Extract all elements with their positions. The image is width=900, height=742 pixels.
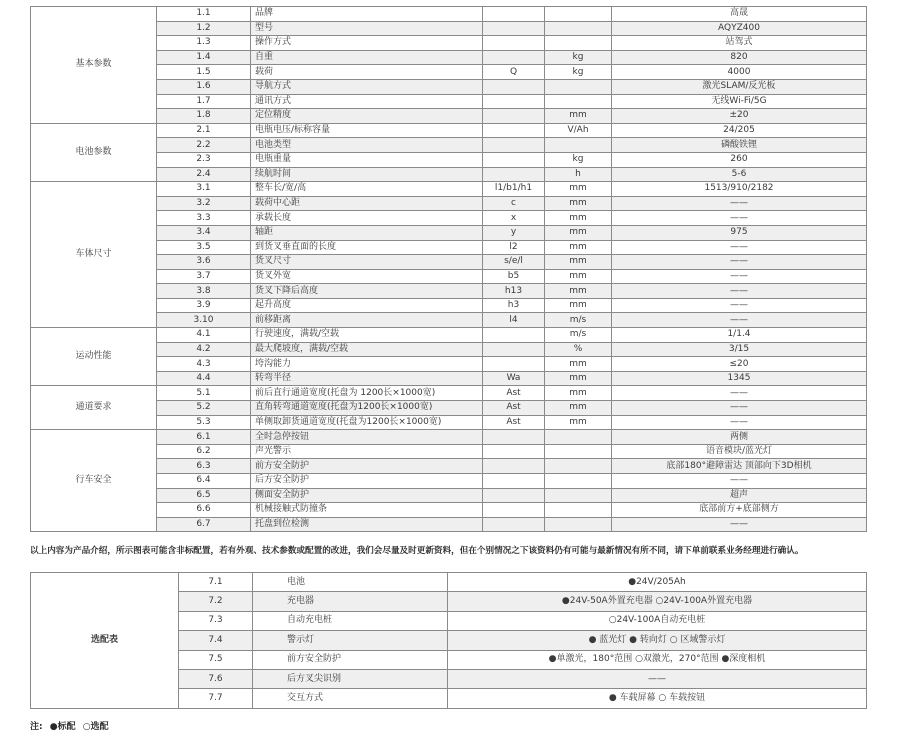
spec-row bbox=[31, 328, 867, 343]
spec-item: 前后直行通道宽度(托盘为 1200长×1000宽) bbox=[251, 386, 483, 401]
spec-value: ≤20 bbox=[612, 357, 867, 372]
spec-value: —— bbox=[612, 211, 867, 226]
spec-item: 电瓶重量 bbox=[251, 152, 483, 167]
spec-number: 2.3 bbox=[157, 152, 251, 167]
spec-number: 3.5 bbox=[157, 240, 251, 255]
spec-row bbox=[31, 284, 867, 299]
spec-unit: mm bbox=[545, 401, 612, 416]
spec-number: 3.1 bbox=[157, 182, 251, 197]
spec-item: 操作方式 bbox=[251, 36, 483, 51]
spec-number: 3.9 bbox=[157, 298, 251, 313]
option-row bbox=[31, 573, 867, 592]
spec-row bbox=[31, 255, 867, 270]
spec-value: —— bbox=[612, 240, 867, 255]
spec-number: 4.3 bbox=[157, 357, 251, 372]
spec-item: 货叉下降后高度 bbox=[251, 284, 483, 299]
spec-unit: mm bbox=[545, 386, 612, 401]
spec-item: 行驶速度，满载/空载 bbox=[251, 328, 483, 343]
option-value: ● 蓝光灯 ● 转向灯 ○ 区域警示灯 bbox=[448, 631, 867, 650]
spec-group-label: 基本参数 bbox=[31, 7, 157, 124]
spec-unit: m/s bbox=[545, 313, 612, 328]
spec-item: 整车长/宽/高 bbox=[251, 182, 483, 197]
spec-unit bbox=[545, 430, 612, 445]
spec-item: 直角转弯通道宽度(托盘为1200长×1000宽) bbox=[251, 401, 483, 416]
spec-unit bbox=[545, 7, 612, 22]
spec-symbol bbox=[483, 138, 545, 153]
spec-symbol bbox=[483, 444, 545, 459]
spec-unit bbox=[545, 488, 612, 503]
spec-row bbox=[31, 7, 867, 22]
spec-value: 1/1.4 bbox=[612, 328, 867, 343]
spec-unit: mm bbox=[545, 255, 612, 270]
spec-item: 通讯方式 bbox=[251, 94, 483, 109]
spec-item: 单侧取卸货通道宽度(托盘为1200长×1000宽) bbox=[251, 415, 483, 430]
spec-unit bbox=[545, 36, 612, 51]
spec-group-label: 车体尺寸 bbox=[31, 182, 157, 328]
spec-group-label: 行车安全 bbox=[31, 430, 157, 532]
spec-row bbox=[31, 342, 867, 357]
option-number: 7.5 bbox=[179, 650, 253, 669]
spec-unit: mm bbox=[545, 182, 612, 197]
spec-unit: mm bbox=[545, 415, 612, 430]
spec-number: 6.4 bbox=[157, 474, 251, 489]
spec-unit: mm bbox=[545, 196, 612, 211]
spec-row bbox=[31, 167, 867, 182]
spec-symbol bbox=[483, 167, 545, 182]
spec-unit: V/Ah bbox=[545, 123, 612, 138]
spec-item: 前移距离 bbox=[251, 313, 483, 328]
spec-symbol bbox=[483, 459, 545, 474]
spec-row bbox=[31, 298, 867, 313]
options-table bbox=[30, 572, 867, 709]
spec-number: 6.6 bbox=[157, 503, 251, 518]
spec-symbol bbox=[483, 123, 545, 138]
spec-unit: h bbox=[545, 167, 612, 182]
spec-row bbox=[31, 430, 867, 445]
spec-value: 5-6 bbox=[612, 167, 867, 182]
spec-group-label: 运动性能 bbox=[31, 328, 157, 386]
spec-item: 承载长度 bbox=[251, 211, 483, 226]
spec-item: 型号 bbox=[251, 21, 483, 36]
spec-row bbox=[31, 225, 867, 240]
spec-symbol: h3 bbox=[483, 298, 545, 313]
spec-row bbox=[31, 503, 867, 518]
spec-unit: kg bbox=[545, 152, 612, 167]
option-number: 7.2 bbox=[179, 592, 253, 611]
spec-symbol bbox=[483, 503, 545, 518]
spec-number: 2.1 bbox=[157, 123, 251, 138]
spec-unit: kg bbox=[545, 65, 612, 80]
spec-row bbox=[31, 357, 867, 372]
legend bbox=[30, 719, 113, 732]
spec-value: —— bbox=[612, 255, 867, 270]
option-number: 7.3 bbox=[179, 611, 253, 630]
spec-number: 4.1 bbox=[157, 328, 251, 343]
spec-number: 1.5 bbox=[157, 65, 251, 80]
spec-value: 24/205 bbox=[612, 123, 867, 138]
legend-standard: ●标配 bbox=[49, 722, 76, 732]
spec-value: —— bbox=[612, 517, 867, 532]
spec-row bbox=[31, 415, 867, 430]
spec-number: 6.2 bbox=[157, 444, 251, 459]
spec-unit: mm bbox=[545, 109, 612, 124]
option-item: 警示灯 bbox=[253, 631, 448, 650]
spec-symbol bbox=[483, 430, 545, 445]
spec-symbol: h13 bbox=[483, 284, 545, 299]
spec-symbol bbox=[483, 517, 545, 532]
spec-row bbox=[31, 240, 867, 255]
spec-symbol: x bbox=[483, 211, 545, 226]
spec-table bbox=[30, 6, 867, 532]
spec-row bbox=[31, 401, 867, 416]
spec-item: 机械接触式防撞条 bbox=[251, 503, 483, 518]
spec-number: 1.2 bbox=[157, 21, 251, 36]
spec-item: 托盘到位检测 bbox=[251, 517, 483, 532]
spec-number: 3.8 bbox=[157, 284, 251, 299]
spec-row bbox=[31, 517, 867, 532]
option-item: 电池 bbox=[253, 573, 448, 592]
spec-symbol: l2 bbox=[483, 240, 545, 255]
spec-row bbox=[31, 94, 867, 109]
spec-symbol bbox=[483, 474, 545, 489]
spec-value: 1513/910/2182 bbox=[612, 182, 867, 197]
spec-row bbox=[31, 109, 867, 124]
spec-value: —— bbox=[612, 284, 867, 299]
spec-symbol: Q bbox=[483, 65, 545, 80]
spec-unit: mm bbox=[545, 269, 612, 284]
spec-item: 起升高度 bbox=[251, 298, 483, 313]
spec-row bbox=[31, 196, 867, 211]
spec-number: 1.4 bbox=[157, 50, 251, 65]
spec-number: 2.4 bbox=[157, 167, 251, 182]
options-group-label: 选配表 bbox=[31, 573, 179, 709]
spec-unit: mm bbox=[545, 225, 612, 240]
option-value: —— bbox=[448, 669, 867, 688]
spec-symbol bbox=[483, 21, 545, 36]
spec-item: 电池类型 bbox=[251, 138, 483, 153]
option-value: ●单激光，180°范围 ○双激光，270°范围 ●深度相机 bbox=[448, 650, 867, 669]
spec-item: 续航时间 bbox=[251, 167, 483, 182]
option-item: 交互方式 bbox=[253, 689, 448, 708]
spec-unit: mm bbox=[545, 240, 612, 255]
spec-number: 4.4 bbox=[157, 371, 251, 386]
spec-group-label: 电池参数 bbox=[31, 123, 157, 181]
spec-symbol bbox=[483, 152, 545, 167]
spec-unit: mm bbox=[545, 371, 612, 386]
spec-value: —— bbox=[612, 474, 867, 489]
spec-row bbox=[31, 36, 867, 51]
spec-value: 3/15 bbox=[612, 342, 867, 357]
spec-unit: mm bbox=[545, 211, 612, 226]
spec-number: 5.1 bbox=[157, 386, 251, 401]
legend-optional: ○选配 bbox=[82, 722, 109, 732]
spec-row bbox=[31, 182, 867, 197]
option-number: 7.1 bbox=[179, 573, 253, 592]
spec-unit: mm bbox=[545, 357, 612, 372]
spec-item: 全时急停按钮 bbox=[251, 430, 483, 445]
spec-symbol: l4 bbox=[483, 313, 545, 328]
spec-row bbox=[31, 386, 867, 401]
spec-number: 3.2 bbox=[157, 196, 251, 211]
spec-row bbox=[31, 313, 867, 328]
option-item: 后方叉尖识别 bbox=[253, 669, 448, 688]
option-item: 自动充电桩 bbox=[253, 611, 448, 630]
spec-unit bbox=[545, 517, 612, 532]
spec-row bbox=[31, 79, 867, 94]
spec-symbol bbox=[483, 7, 545, 22]
spec-row bbox=[31, 211, 867, 226]
spec-item: 前方安全防护 bbox=[251, 459, 483, 474]
spec-symbol: l1/b1/h1 bbox=[483, 182, 545, 197]
option-item: 前方安全防护 bbox=[253, 650, 448, 669]
spec-item: 导航方式 bbox=[251, 79, 483, 94]
spec-symbol: Ast bbox=[483, 415, 545, 430]
spec-symbol bbox=[483, 50, 545, 65]
spec-row bbox=[31, 65, 867, 80]
spec-unit bbox=[545, 474, 612, 489]
spec-value: 无线Wi-Fi/5G bbox=[612, 94, 867, 109]
spec-unit bbox=[545, 79, 612, 94]
spec-number: 5.2 bbox=[157, 401, 251, 416]
spec-value: —— bbox=[612, 415, 867, 430]
spec-number: 6.3 bbox=[157, 459, 251, 474]
spec-value: 975 bbox=[612, 225, 867, 240]
spec-item: 最大爬坡度，满载/空载 bbox=[251, 342, 483, 357]
option-value: ● 车载屏幕 ○ 车载按钮 bbox=[448, 689, 867, 708]
spec-number: 6.5 bbox=[157, 488, 251, 503]
option-number: 7.4 bbox=[179, 631, 253, 650]
option-value: ●24V/205Ah bbox=[448, 573, 867, 592]
spec-item: 垮沟能力 bbox=[251, 357, 483, 372]
spec-value: —— bbox=[612, 196, 867, 211]
spec-row bbox=[31, 488, 867, 503]
spec-value: —— bbox=[612, 298, 867, 313]
spec-item: 声光警示 bbox=[251, 444, 483, 459]
option-value: ○24V-100A自动充电桩 bbox=[448, 611, 867, 630]
spec-row bbox=[31, 152, 867, 167]
spec-symbol bbox=[483, 94, 545, 109]
spec-item: 定位精度 bbox=[251, 109, 483, 124]
spec-unit bbox=[545, 138, 612, 153]
spec-row bbox=[31, 269, 867, 284]
spec-symbol: c bbox=[483, 196, 545, 211]
spec-symbol bbox=[483, 488, 545, 503]
spec-value: 底部前方+底部侧方 bbox=[612, 503, 867, 518]
spec-symbol bbox=[483, 36, 545, 51]
spec-number: 3.4 bbox=[157, 225, 251, 240]
disclaimer-note: 以上内容为产品介绍，所示图表可能含非标配置，若有外观、技术参数或配置的改进，我们会尽量及时更新资料，但在个别情况之下该资料仍有可能与最新情况有所不同，请下单前联系业务经理进行确认。 bbox=[30, 546, 804, 556]
spec-symbol bbox=[483, 109, 545, 124]
spec-value: 激光SLAM/反光板 bbox=[612, 79, 867, 94]
spec-item: 到货叉垂直面的长度 bbox=[251, 240, 483, 255]
spec-unit: kg bbox=[545, 50, 612, 65]
spec-row bbox=[31, 474, 867, 489]
spec-item: 轴距 bbox=[251, 225, 483, 240]
spec-unit: % bbox=[545, 342, 612, 357]
spec-value: ±20 bbox=[612, 109, 867, 124]
spec-unit bbox=[545, 444, 612, 459]
spec-unit: m/s bbox=[545, 328, 612, 343]
spec-row bbox=[31, 444, 867, 459]
spec-value: 高晟 bbox=[612, 7, 867, 22]
option-number: 7.7 bbox=[179, 689, 253, 708]
spec-value: 站驾式 bbox=[612, 36, 867, 51]
spec-item: 品牌 bbox=[251, 7, 483, 22]
spec-number: 4.2 bbox=[157, 342, 251, 357]
spec-symbol bbox=[483, 357, 545, 372]
spec-row bbox=[31, 371, 867, 386]
spec-number: 1.8 bbox=[157, 109, 251, 124]
spec-item: 货叉外宽 bbox=[251, 269, 483, 284]
spec-row bbox=[31, 50, 867, 65]
spec-symbol: y bbox=[483, 225, 545, 240]
spec-item: 载荷 bbox=[251, 65, 483, 80]
spec-value: AQYZ400 bbox=[612, 21, 867, 36]
option-item: 充电器 bbox=[253, 592, 448, 611]
spec-value: —— bbox=[612, 269, 867, 284]
spec-value: 260 bbox=[612, 152, 867, 167]
spec-unit bbox=[545, 94, 612, 109]
spec-number: 3.6 bbox=[157, 255, 251, 270]
spec-value: 磷酸铁锂 bbox=[612, 138, 867, 153]
spec-number: 6.1 bbox=[157, 430, 251, 445]
spec-symbol: Ast bbox=[483, 401, 545, 416]
spec-symbol bbox=[483, 328, 545, 343]
spec-item: 载荷中心距 bbox=[251, 196, 483, 211]
spec-number: 2.2 bbox=[157, 138, 251, 153]
spec-item: 后方安全防护 bbox=[251, 474, 483, 489]
spec-row bbox=[31, 21, 867, 36]
spec-number: 6.7 bbox=[157, 517, 251, 532]
spec-unit: mm bbox=[545, 284, 612, 299]
spec-row bbox=[31, 138, 867, 153]
spec-number: 3.3 bbox=[157, 211, 251, 226]
spec-item: 自重 bbox=[251, 50, 483, 65]
spec-symbol: Wa bbox=[483, 371, 545, 386]
spec-value: 两侧 bbox=[612, 430, 867, 445]
spec-number: 1.7 bbox=[157, 94, 251, 109]
option-number: 7.6 bbox=[179, 669, 253, 688]
spec-value: 820 bbox=[612, 50, 867, 65]
spec-value: 底部180°避障雷达 顶部向下3D相机 bbox=[612, 459, 867, 474]
spec-item: 货叉尺寸 bbox=[251, 255, 483, 270]
spec-row bbox=[31, 459, 867, 474]
spec-item: 侧面安全防护 bbox=[251, 488, 483, 503]
spec-value: 4000 bbox=[612, 65, 867, 80]
spec-unit bbox=[545, 459, 612, 474]
spec-symbol bbox=[483, 342, 545, 357]
spec-number: 1.6 bbox=[157, 79, 251, 94]
spec-unit: mm bbox=[545, 298, 612, 313]
spec-value: 超声 bbox=[612, 488, 867, 503]
spec-symbol: Ast bbox=[483, 386, 545, 401]
spec-number: 3.10 bbox=[157, 313, 251, 328]
legend-prefix: 注: bbox=[30, 722, 43, 732]
spec-item: 转弯半径 bbox=[251, 371, 483, 386]
spec-item: 电瓶电压/标称容量 bbox=[251, 123, 483, 138]
spec-value: 语音模块/蓝光灯 bbox=[612, 444, 867, 459]
spec-symbol: b5 bbox=[483, 269, 545, 284]
option-value: ●24V-50A外置充电器 ○24V-100A外置充电器 bbox=[448, 592, 867, 611]
spec-value: —— bbox=[612, 313, 867, 328]
spec-number: 1.3 bbox=[157, 36, 251, 51]
spec-number: 3.7 bbox=[157, 269, 251, 284]
spec-row bbox=[31, 123, 867, 138]
spec-symbol bbox=[483, 79, 545, 94]
spec-symbol: s/e/l bbox=[483, 255, 545, 270]
spec-number: 1.1 bbox=[157, 7, 251, 22]
spec-unit bbox=[545, 21, 612, 36]
spec-unit bbox=[545, 503, 612, 518]
spec-number: 5.3 bbox=[157, 415, 251, 430]
spec-value: 1345 bbox=[612, 371, 867, 386]
spec-value: —— bbox=[612, 401, 867, 416]
spec-value: —— bbox=[612, 386, 867, 401]
spec-group-label: 通道要求 bbox=[31, 386, 157, 430]
